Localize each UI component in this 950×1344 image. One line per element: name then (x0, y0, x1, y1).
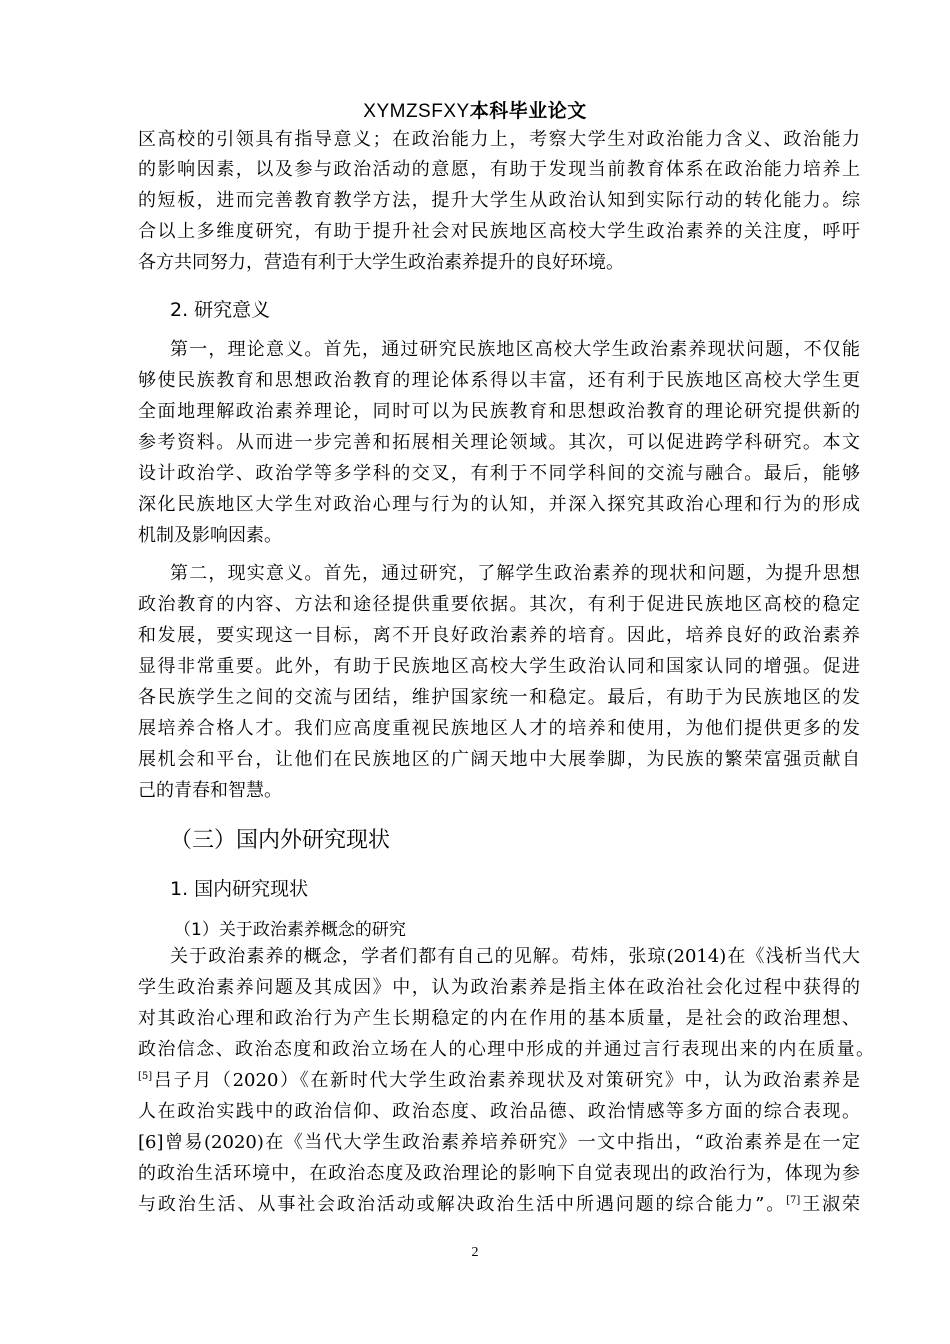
text-line: 够使民族教育和思想政治教育的理论体系得以丰富，还有利于民族地区高校大学生更 (138, 370, 860, 391)
text-line: [6]曾易(2020)在《当代大学生政治素养培养研究》一文中指出，“政治素养是在一定 (138, 1132, 860, 1153)
text-line: 人在政治实践中的政治信仰、政治态度、政治品德、政治情感等多方面的综合表现。 (138, 1101, 860, 1122)
citation-text: 与政治生活、从事社会政治活动或解决政治生活中所遇问题的综合能力”。 (138, 1194, 787, 1215)
section-heading-significance: 2. 研究意义 (170, 299, 271, 321)
citation-text: 吕子月（2020）《在新时代大学生政治素养现状及对策研究》中，认为政治素养是 (152, 1070, 860, 1091)
citation-ref: [5] (138, 1071, 153, 1082)
citation-ref: [7] (786, 1195, 801, 1206)
text-line: 和发展，要实现这一目标，离不开良好政治素养的培育。因此，培养良好的政治素养 (138, 625, 860, 646)
text-line: 第一，理论意义。首先，通过研究民族地区高校大学生政治素养现状问题，不仅能 (170, 339, 860, 360)
text-line: 展机会和平台，让他们在民族地区的广阔天地中大展拳脚，为民族的繁荣富强贡献自 (138, 749, 860, 770)
text-line: 各民族学生之间的交流与团结，维护国家统一和稳定。最后，有助于为民族地区的发 (138, 687, 860, 708)
text-line: 关于政治素养的概念，学者们都有自己的见解。苟炜，张琼(2014)在《浅析当代大 (170, 946, 860, 967)
header-code: XYMZSFXY (363, 101, 470, 122)
text-line: 深化民族地区大学生对政治心理与行为的认知，并深入探究其政治心理和行为的形成 (138, 494, 860, 515)
text-line: 的影响因素，以及参与政治活动的意愿，有助于发现当前教育体系在政治能力培养上 (138, 159, 860, 180)
text-line: 的政治生活环境中，在政治态度及政治理论的影响下自觉表现出的政治行为，体现为参 (138, 1163, 860, 1184)
section-heading-domestic: 1. 国内研究现状 (170, 878, 309, 900)
text-line: 第二，现实意义。首先，通过研究，了解学生政治素养的现状和问题，为提升思想 (170, 563, 860, 584)
section-heading-research-status: （三）国内外研究现状 (170, 828, 391, 853)
text-line-with-citation (138, 1193, 860, 1217)
text-line: 展培养合格人才。我们应高度重视民族地区人才的培养和使用，为他们提供更多的发 (138, 718, 860, 739)
text-line: 政治信念、政治态度和政治立场在人的心理中形成的并通过言行表现出来的内在质量。 (138, 1039, 874, 1060)
text-line: 的短板，进而完善教育教学方法，提升大学生从政治认知到实际行动的转化能力。综 (138, 190, 860, 211)
citation-tail: 王淑荣 (800, 1194, 860, 1215)
text-line: 全面地理解政治素养理论，同时可以为民族教育和思想政治教育的理论研究提供新的 (138, 401, 860, 422)
text-line: 区高校的引领具有指导意义；在政治能力上，考察大学生对政治能力含义、政治能力 (138, 129, 860, 150)
text-line: 政治教育的内容、方法和途径提供重要依据。其次，有利于促进民族地区高校的稳定 (138, 594, 860, 615)
text-line: 合以上多维度研究，有助于提升社会对民族地区高校大学生政治素养的关注度，呼吁 (138, 221, 860, 242)
page-number: 2 (471, 1245, 479, 1260)
section-heading-concept: （1）关于政治素养概念的研究 (174, 920, 406, 940)
text-line: 参考资料。从而进一步完善和拓展相关理论领域。其次，可以促进跨学科研究。本文 (138, 432, 860, 453)
text-line: 机制及影响因素。 (138, 525, 282, 546)
text-line: 设计政治学、政治学等多学科的交叉，有利于不同学科间的交流与融合。最后，能够 (138, 463, 860, 484)
text-line-with-citation (138, 1069, 860, 1093)
text-line: 对其政治心理和政治行为产生长期稳定的内在作用的基本质量，是社会的政治理想、 (138, 1008, 860, 1029)
text-line: 各方共同努力，营造有利于大学生政治素养提升的良好环境。 (138, 252, 624, 273)
text-line: 显得非常重要。此外，有助于民族地区高校大学生政治认同和国家认同的增强。促进 (138, 656, 860, 677)
header-title: 本科毕业论文 (469, 100, 587, 122)
text-line: 己的青春和智慧。 (138, 780, 282, 801)
page-header (0, 96, 950, 123)
text-line: 学生政治素养问题及其成因》中，认为政治素养是指主体在政治社会化过程中获得的 (138, 977, 860, 998)
